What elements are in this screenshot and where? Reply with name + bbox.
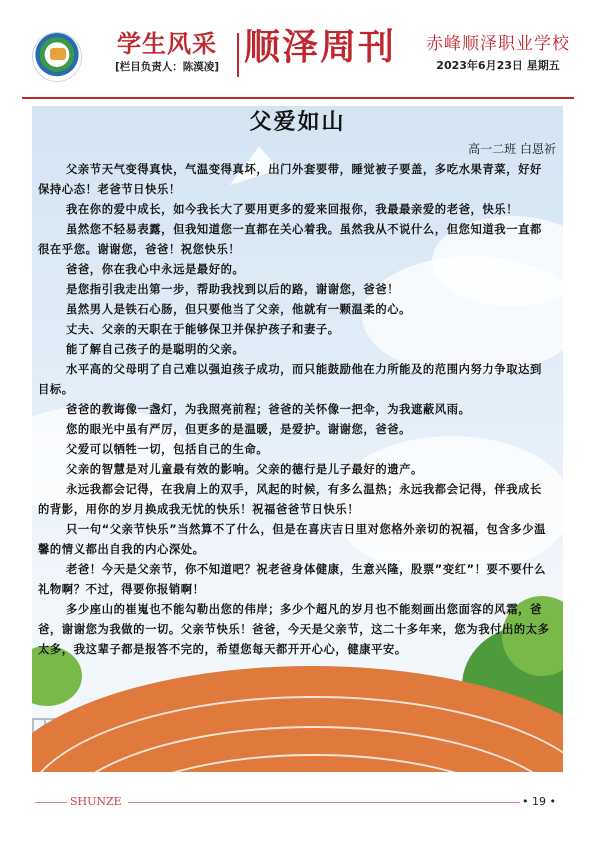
footer-brand: SHUNZE bbox=[70, 795, 122, 808]
school-name: 赤峰顺泽职业学校 bbox=[426, 34, 570, 54]
paragraph: 丈夫、父亲的天职在于能够保卫并保护孩子和妻子。 bbox=[66, 323, 340, 336]
paragraph: 您的眼光中虽有严厉，但更多的是温暖，是爱护。谢谢您，爸爸。 bbox=[66, 423, 412, 436]
paragraph: 虽然您不轻易表露，但我知道您一直都在关心着我。虽然我从不说什么，但您知道我一直都很在乎您。谢谢您，爸爸！祝您快乐！ bbox=[38, 223, 542, 256]
column-title: 学生风采 bbox=[117, 30, 217, 58]
column-editor: [栏目负责人：陈漠凌] bbox=[114, 61, 220, 73]
paragraph: 只一句“父亲节快乐”当然算不了什么，但是在喜庆吉日里对您格外亲切的祝福，包含多少温馨的情义都出自我的内心深处。 bbox=[38, 523, 547, 556]
paragraph: 我在你的爱中成长，如今我长大了要用更多的爱来回报你，我最最亲爱的老爸，快乐！ bbox=[66, 203, 519, 216]
paragraph: 老爸！今天是父亲节，你不知道吧？祝老爸身体健康，生意兴隆，股票”变红”！要不要什么礼物啊？不过，得要你报销啊！ bbox=[38, 563, 547, 596]
paragraph: 爸爸的教诲像一盏灯，为我照亮前程；爸爸的关怀像一把伞，为我遮蔽风雨。 bbox=[66, 403, 471, 416]
paragraph: 是您指引我走出第一步，帮助我找到以后的路，谢谢您，爸爸！ bbox=[66, 283, 400, 296]
footer-rule-left bbox=[35, 802, 67, 803]
article-body bbox=[38, 160, 550, 660]
paragraph: 水平高的父母明了自己难以强迫孩子成功，而只能鼓励他在力所能及的范围内努力争取达到目标。 bbox=[38, 363, 542, 396]
article-title: 父爱如山 bbox=[249, 110, 346, 135]
header bbox=[0, 0, 595, 96]
page-number: • 19 • bbox=[522, 795, 556, 808]
paragraph: 爸爸，你在我心中永远是最好的。 bbox=[66, 263, 245, 276]
article-author: 高一二班 白恩祈 bbox=[468, 142, 556, 156]
footer-rule-right bbox=[128, 802, 520, 803]
magazine-title: 顺泽周刊 bbox=[244, 27, 397, 68]
paragraph: 虽然男人是铁石心肠，但只要他当了父亲，他就有一颗温柔的心。 bbox=[66, 303, 412, 316]
header-divider bbox=[237, 33, 239, 77]
paragraph: 能了解自己孩子的是聪明的父亲。 bbox=[66, 343, 245, 356]
paragraph: 永远我都会记得，在我肩上的双手，风起的时候，有多么温热；永远我都会记得，伴我成长的背影，用你的岁月换成我无忧的快乐！祝福爸爸节日快乐！ bbox=[38, 483, 542, 516]
paragraph: 多少座山的崔嵬也不能勾勒出您的伟岸；多少个超凡的岁月也不能刻画出您面容的风霜，爸爸，谢谢您为我做的一切。父亲节快乐！爸爸，今天是父亲节，这二十多年来，您为我付出的太多太多，我这辈子都是报答不完的，希望您每天都开开心心，健康平安。 bbox=[38, 603, 550, 656]
logo-emblem-icon bbox=[50, 48, 66, 60]
header-rule bbox=[22, 97, 574, 99]
school-logo bbox=[32, 32, 82, 82]
issue-date: 2023年6月23日 星期五 bbox=[436, 59, 560, 72]
paragraph: 父爱可以牺牲一切，包括自己的生命。 bbox=[66, 443, 269, 456]
paragraph: 父亲节天气变得真快，气温变得真坏，出门外套要带，睡觉被子要盖，多吃水果青菜，好好保持心态！老爸节日快乐！ bbox=[38, 163, 542, 196]
paragraph: 父亲的智慧是对儿童最有效的影响。父亲的德行是儿子最好的遗产。 bbox=[66, 463, 423, 476]
